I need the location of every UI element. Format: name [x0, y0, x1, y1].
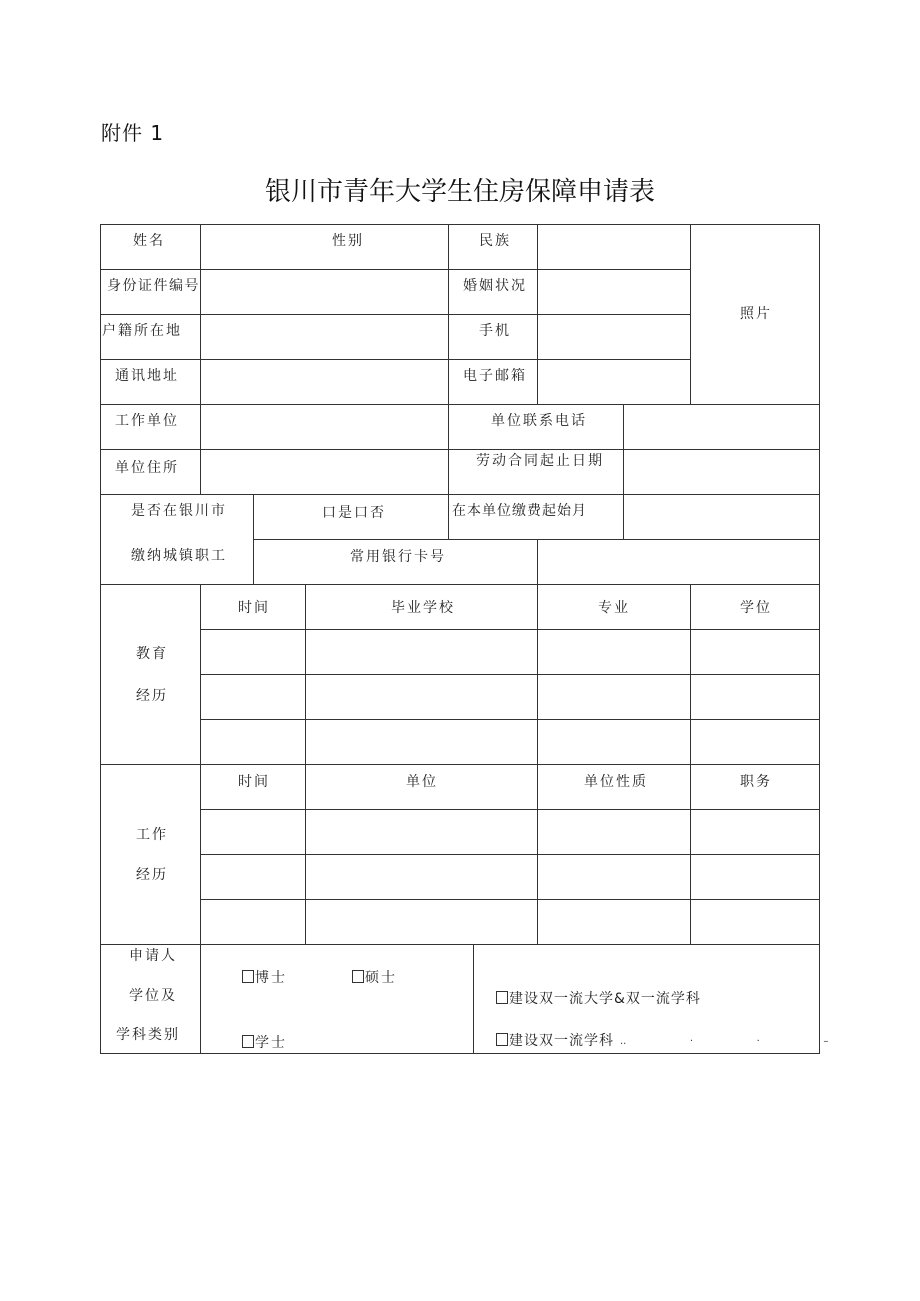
mobile-label: 手机: [479, 323, 511, 339]
trailing-marks: .. · · –: [620, 1036, 829, 1047]
table-border-right: [819, 224, 820, 1054]
col-divider: [473, 944, 474, 1054]
household-field[interactable]: [201, 315, 447, 359]
checkbox-icon: [496, 1033, 508, 1046]
col-divider: [200, 944, 201, 1054]
row-divider: [200, 854, 820, 855]
checkbox-icon: [242, 970, 254, 983]
row-divider: [200, 719, 820, 720]
double-first-univ-label: 建设双一流大学&双一流学科: [509, 991, 701, 1007]
experience-header-time: 时间: [238, 774, 270, 790]
experience-header-nature: 单位性质: [584, 774, 648, 790]
row-divider: [200, 674, 820, 675]
col-divider: [690, 764, 691, 944]
double-first-subject-label: 建设双一流学科: [509, 1033, 614, 1049]
address-label: 通讯地址: [115, 368, 179, 384]
experience-header-employer: 单位: [406, 774, 438, 790]
form-title: 银川市青年大学生住房保障申请表: [264, 177, 655, 207]
row-divider: [100, 944, 820, 945]
row-divider: [100, 764, 820, 765]
experience-label-line1: 工作: [136, 827, 168, 843]
ethnicity-field[interactable]: [538, 225, 689, 269]
mobile-field[interactable]: [538, 315, 689, 359]
checkbox-icon: [352, 970, 364, 983]
address-field[interactable]: [201, 360, 447, 404]
name-label: 姓名: [133, 233, 165, 249]
col-divider: [253, 494, 254, 584]
checkbox-icon: [242, 1035, 254, 1048]
gender-label: 性别: [332, 233, 364, 249]
photo-area[interactable]: 照片: [740, 306, 772, 322]
degree-label-line2: 学位及: [129, 988, 177, 1004]
col-divider: [537, 764, 538, 944]
ethnicity-label: 民族: [479, 233, 511, 249]
gender-field[interactable]: [390, 225, 447, 269]
id-number-field[interactable]: [201, 270, 447, 314]
degree-label-line1: 申请人: [129, 948, 177, 964]
education-header-major: 专业: [598, 600, 630, 616]
household-label: 户籍所在地: [102, 323, 182, 339]
bank-card-field[interactable]: [538, 540, 819, 584]
employer-phone-label: 单位联系电话: [491, 413, 587, 429]
employer-field[interactable]: [201, 405, 447, 449]
col-divider: [305, 584, 306, 764]
employer-label: 工作单位: [115, 413, 179, 429]
payment-start-label: 在本单位缴费起始月: [452, 503, 587, 519]
row-divider: [200, 809, 820, 810]
col-divider: [690, 584, 691, 764]
email-field[interactable]: [538, 360, 819, 404]
double-first-subject-checkbox[interactable]: [496, 1033, 614, 1049]
col-divider: [305, 764, 306, 944]
education-header-time: 时间: [238, 600, 270, 616]
email-label: 电子邮箱: [463, 368, 527, 384]
doctor-label: 博士: [255, 970, 287, 986]
application-form-table: [100, 224, 829, 1054]
row-divider: [200, 899, 820, 900]
employer-address-label: 单位住所: [115, 460, 179, 476]
contract-period-field[interactable]: [624, 450, 819, 494]
experience-label-line2: 经历: [136, 867, 168, 883]
col-divider: [200, 764, 201, 944]
education-label-line2: 经历: [136, 688, 168, 704]
degree-label-line3: 学科类别: [116, 1027, 180, 1043]
insured-options[interactable]: 口是口否: [322, 505, 386, 521]
double-first-univ-checkbox[interactable]: [496, 991, 701, 1007]
marital-status-label: 婚姻状况: [463, 278, 527, 294]
col-divider: [200, 584, 201, 764]
name-field[interactable]: [201, 225, 321, 269]
col-divider: [448, 224, 449, 539]
insured-label-line1: 是否在银川市: [131, 503, 227, 519]
education-label-line1: 教育: [136, 646, 168, 662]
education-header-degree: 学位: [740, 600, 772, 616]
experience-header-position: 职务: [740, 774, 772, 790]
table-border-bottom: [100, 1053, 820, 1054]
bachelor-label: 学士: [255, 1035, 287, 1051]
row-divider: [200, 629, 820, 630]
insured-label-line2: 缴纳城镇职工: [131, 548, 227, 564]
employer-phone-field[interactable]: [624, 405, 819, 449]
attachment-label: 附件 1: [101, 121, 165, 145]
bank-card-label: 常用银行卡号: [350, 549, 446, 565]
employer-address-field[interactable]: [201, 450, 447, 494]
id-number-label: 身份证件编号: [107, 278, 200, 294]
contract-period-label: 劳动合同起止日期: [476, 453, 604, 469]
marital-status-field[interactable]: [538, 270, 689, 314]
master-checkbox[interactable]: [352, 970, 397, 986]
payment-start-field[interactable]: [624, 495, 819, 539]
row-divider: [100, 584, 820, 585]
bachelor-checkbox[interactable]: [242, 1035, 287, 1051]
education-header-school: 毕业学校: [391, 600, 455, 616]
doctor-checkbox[interactable]: [242, 970, 287, 986]
master-label: 硕士: [365, 970, 397, 986]
col-divider: [537, 584, 538, 764]
checkbox-icon: [496, 991, 508, 1004]
table-border-left: [100, 224, 101, 1054]
